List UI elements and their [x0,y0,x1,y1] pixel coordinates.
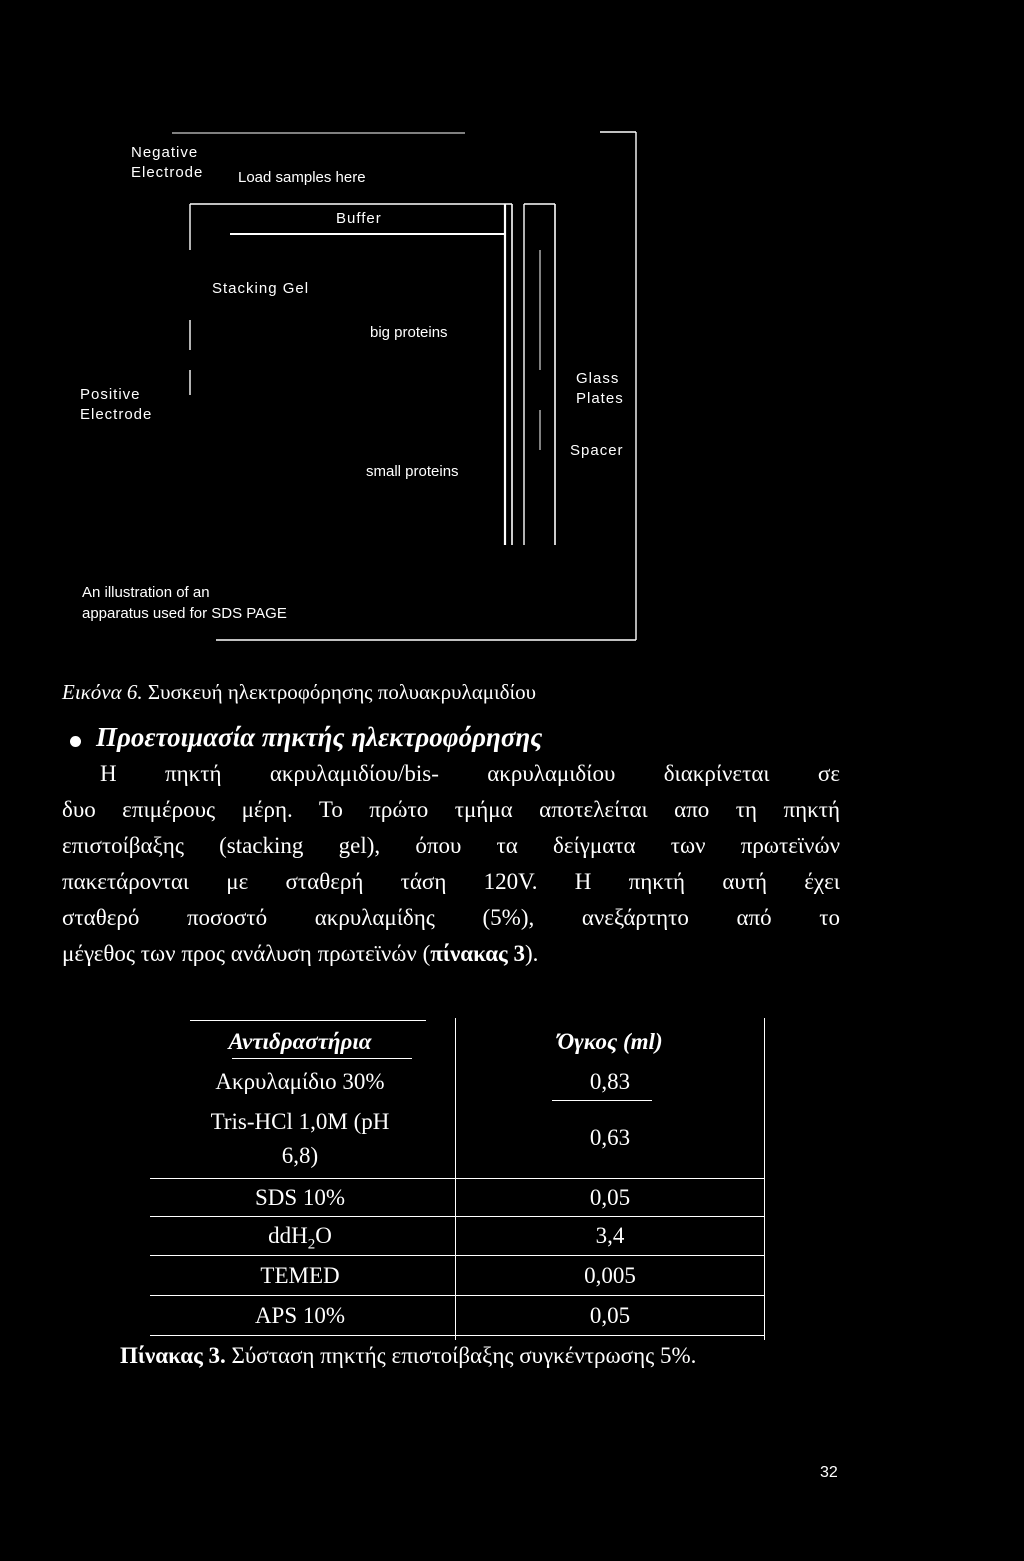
buffer-label: Buffer [336,210,382,227]
cell-reagent: SDS 10% [254,1185,346,1210]
paragraph-line: δυο επιμέρους μέρη. Το πρώτο τμήμα αποτελείται απο τη πηκτή [62,797,840,822]
row-underline [552,1100,652,1101]
cell-volume: 0,05 [589,1185,631,1210]
table-reference: πίνακας 3 [430,941,525,966]
figure-caption-text: Συσκευή ηλεκτροφόρησης πολυακρυλαμιδίου [142,680,537,704]
paragraph-line: πακετάρονται με σταθερή τάση 120V. Η πηκτή αυτή έχει [62,869,840,894]
table-bottom-line [150,1335,765,1336]
negative-electrode-label-2: Electrode [131,164,204,181]
cell-volume: 0,05 [589,1303,631,1328]
header-underline [232,1058,412,1059]
paragraph-line: σταθερό ποσοστό ακρυλαμίδης (5%), ανεξάρτητο από το [62,905,840,930]
illustration-note-line-1: An illustration of an [82,584,210,601]
table-top-line [190,1020,426,1021]
positive-electrode-label-2: Electrode [80,406,153,423]
header-reagents: Αντιδραστήρια [228,1029,372,1054]
section-heading: Προετοιμασία πηκτής ηλεκτροφόρησης [96,722,543,752]
row-separator [150,1295,765,1296]
cell-reagent: TEMED [260,1263,340,1288]
illustration-note-line-2: apparatus used for SDS PAGE [82,605,287,622]
cell-volume: 0,63 [589,1125,631,1150]
cell-reagent-line-1: Tris-HCl 1,0M (pH [210,1109,390,1134]
column-divider [455,1018,456,1340]
sds-page-apparatus-diagram [0,0,1024,680]
positive-electrode-label-1: Positive [80,386,141,403]
row-separator [150,1178,765,1179]
page-number: 32 [820,1464,838,1481]
paragraph-line: Η πηκτή ακρυλαμιδίου/bis- ακρυλαμιδίου διακρίνεται σε [100,761,840,786]
bullet-icon [70,736,81,747]
cell-reagent: APS 10% [254,1303,346,1328]
cell-reagent: Ακρυλαμίδιο 30% [215,1069,385,1094]
row-separator [150,1216,765,1217]
cell-volume: 0,83 [589,1069,631,1094]
cell-volume: 0,005 [584,1263,636,1288]
table-caption [120,1343,696,1369]
reagent-text: ddH [268,1223,308,1248]
stacking-gel-label: Stacking Gel [212,280,310,297]
table-caption-number: Πίνακας 3. [120,1343,226,1368]
figure-caption [62,680,536,705]
cell-reagent [150,1222,450,1259]
reagent-subscript: 2 [307,1236,316,1253]
table-right-edge [764,1018,765,1340]
body-paragraph [62,756,840,972]
paragraph-last-line [62,936,840,972]
glass-plates-label-1: Glass [576,370,620,387]
cell-reagent-line-2: 6,8) [281,1143,319,1168]
negative-electrode-label-1: Negative [131,144,199,161]
small-proteins-label: small proteins [366,463,459,480]
table-caption-text: Σύσταση πηκτής επιστοίβαξης συγκέντρωσης 5%. [225,1343,697,1368]
header-volume: Όγκος (ml) [557,1029,663,1054]
load-samples-label: Load samples here [238,169,366,186]
spacer-label: Spacer [570,442,624,459]
reagent-text: O [315,1223,332,1248]
big-proteins-label: big proteins [370,324,448,341]
figure-caption-number: Εικόνα 6. [62,680,143,704]
glass-plates-label-2: Plates [576,390,624,407]
cell-volume: 3,4 [595,1223,625,1248]
paragraph-line: επιστοίβαξης (stacking gel), όπου τα δείγματα των πρωτεϊνών [62,833,840,858]
paragraph-last-line-start: μέγεθος των προς ανάλυση πρωτεϊνών ( [62,941,431,966]
paragraph-last-line-end: ). [525,941,539,966]
